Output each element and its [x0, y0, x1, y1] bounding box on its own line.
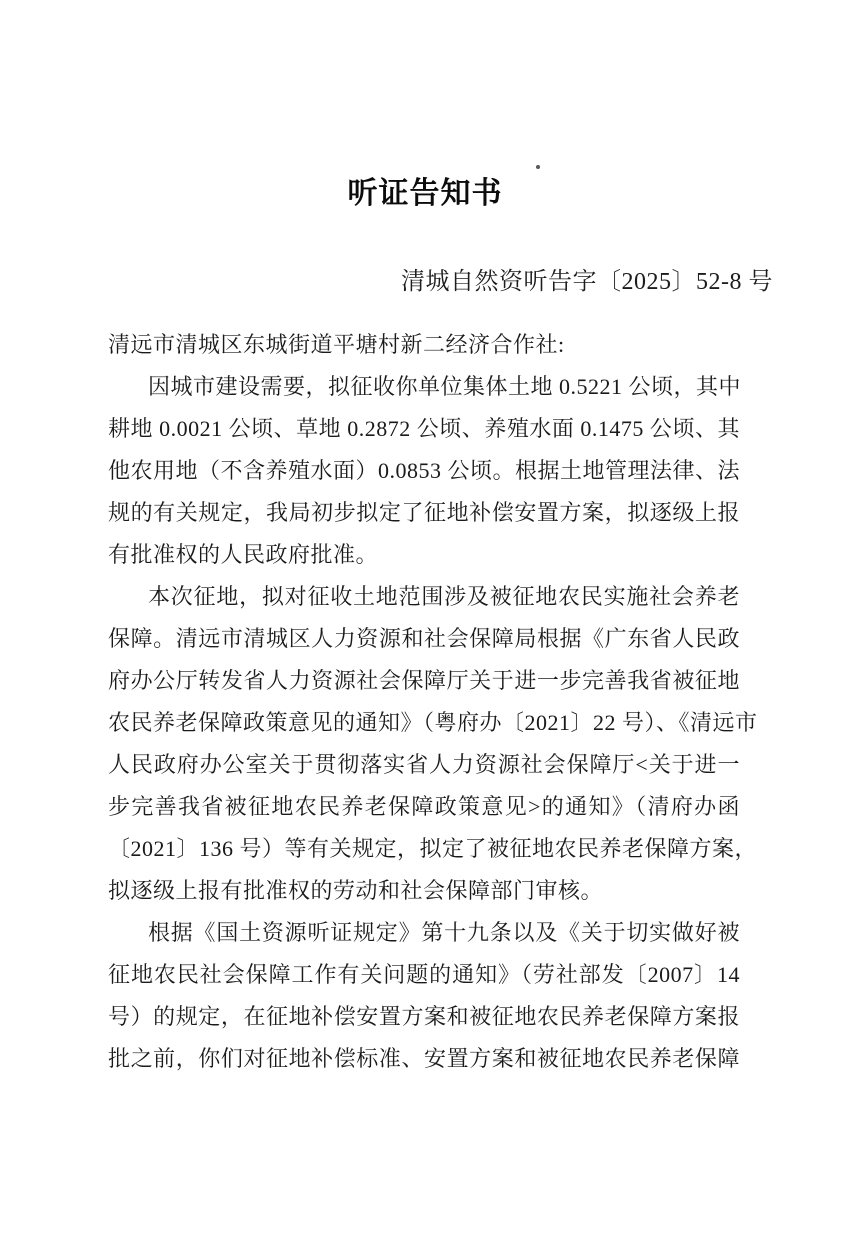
document-line: 根据《国土资源听证规定》第十九条以及《关于切实做好被 — [148, 920, 740, 945]
document-line: 因城市建设需要，拟征收你单位集体土地 0.5221 公顷，其中 — [148, 374, 742, 399]
document-line: 耕地 0.0021 公顷、草地 0.2872 公顷、养殖水面 0.1475 公顷、其 — [108, 416, 740, 441]
document-line: 号）的规定，在征地补偿安置方案和被征地农民养老保障方案报 — [108, 1004, 740, 1029]
document-number: 清城自然资听告字〔2025〕52-8 号 — [401, 269, 773, 295]
document-line: 府办公厅转发省人力资源社会保障厅关于进一步完善我省被征地 — [108, 668, 740, 693]
document-line: 〔2021〕136 号）等有关规定，拟定了被征地农民养老保障方案， — [108, 836, 758, 861]
document-line: 步完善我省被征地农民养老保障政策意见>的通知》（清府办函 — [108, 794, 740, 819]
document-line: 农民养老保障政策意见的通知》（粤府办〔2021〕22 号）、《清远市 — [108, 710, 758, 735]
document-body — [0, 324, 758, 1080]
document-line: 本次征地，拟对征收土地范围涉及被征地农民实施社会养老 — [148, 584, 740, 609]
paragraph — [108, 366, 740, 576]
paragraph — [108, 324, 740, 366]
document-line: 征地农民社会保障工作有关问题的通知》（劳社部发〔2007〕14 — [108, 962, 740, 987]
document-line: 他农用地（不含养殖水面）0.0853 公顷。根据土地管理法律、法 — [108, 458, 741, 483]
paragraph — [108, 912, 740, 1080]
document-line: 清远市清城区东城街道平塘村新二经济合作社: — [108, 332, 565, 357]
document-line: 人民政府办公室关于贯彻落实省人力资源社会保障厅<关于进一 — [108, 752, 740, 777]
document-line: 规的有关规定，我局初步拟定了征地补偿安置方案，拟逐级上报 — [108, 500, 740, 525]
document-line: 保障。清远市清城区人力资源和社会保障局根据《广东省人民政 — [108, 626, 740, 651]
document-line: 拟逐级上报有批准权的劳动和社会保障部门审核。 — [108, 878, 604, 903]
scan-speck — [536, 165, 540, 169]
document-title: 听证告知书 — [347, 177, 503, 210]
document-line: 批之前，你们对征地补偿标准、安置方案和被征地农民养老保障 — [108, 1046, 740, 1071]
paragraph — [108, 576, 758, 912]
document-line: 有批准权的人民政府批准。 — [108, 542, 379, 567]
